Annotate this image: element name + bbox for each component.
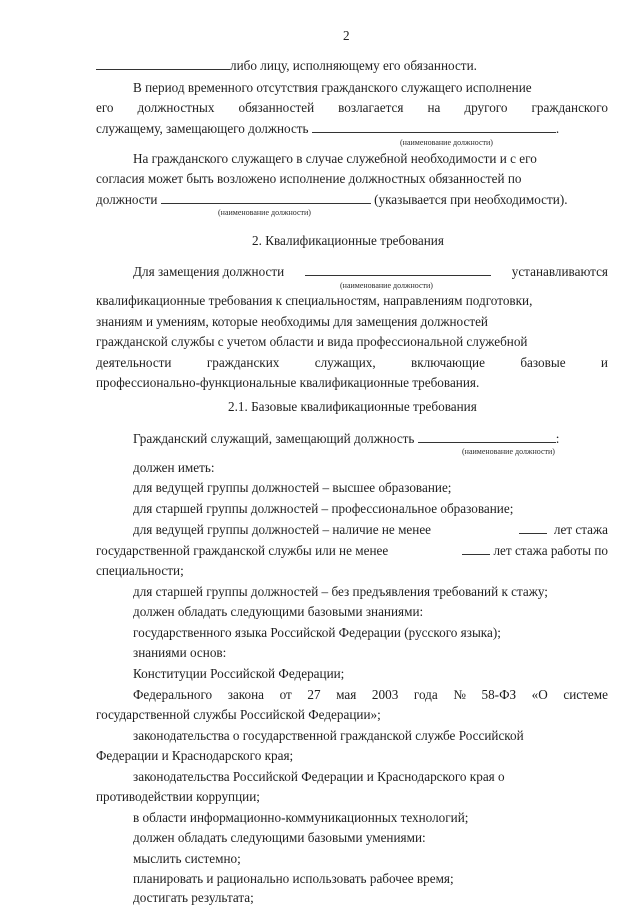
word: гражданского	[531, 100, 608, 115]
blank-line	[96, 58, 230, 70]
field-caption: (наименование должности)	[400, 138, 493, 147]
word: «О	[531, 687, 548, 702]
list-line: должен обладать следующими базовыми умениями:	[133, 830, 426, 845]
position-blank	[418, 431, 556, 443]
paragraph-line: профессионально-функциональные квалификационные требования.	[96, 375, 480, 390]
word: 2003	[371, 687, 399, 702]
word: №	[453, 687, 466, 702]
word: гражданских	[206, 355, 280, 370]
word: базовые	[520, 355, 566, 370]
word: деятельности	[96, 355, 172, 370]
section-heading: 2. Квалификационные требования	[252, 233, 444, 248]
list-line: специальности;	[96, 563, 184, 578]
list-line	[133, 687, 608, 703]
paragraph-line: На гражданского служащего в случае служебной необходимости и с его	[133, 151, 537, 166]
word: закона	[227, 687, 265, 702]
paragraph-line: Для замещения должности устанавливаются	[133, 264, 608, 279]
list-line: для ведущей группы должностей – наличие не менее лет стажа	[133, 522, 608, 537]
word: обязанностей	[238, 100, 315, 115]
word: другого	[464, 100, 508, 115]
word: возлагается	[338, 100, 404, 115]
word: на	[427, 100, 441, 115]
position-blank	[305, 264, 491, 276]
list-line: мыслить системно;	[133, 851, 241, 866]
list-line: государственной службы Российской Федерации»;	[96, 707, 381, 722]
subsection-heading: 2.1. Базовые квалификационные требования	[228, 399, 477, 414]
years-blank	[462, 543, 490, 555]
field-caption: (наименование должности)	[218, 208, 311, 217]
list-line: государственного языка Российской Федерации (русского языка);	[133, 625, 501, 640]
paragraph-line: квалификационные требования к специальностям, направлениям подготовки,	[96, 293, 533, 308]
word: 58-ФЗ	[481, 687, 517, 702]
list-line: Конституции Российской Федерации;	[133, 666, 345, 681]
word: служащих,	[314, 355, 376, 370]
text: служащему, замещающего должность	[96, 121, 309, 136]
list-line: законодательства о государственной гражданской службе Российской	[133, 728, 524, 743]
paragraph-line: согласия может быть возложено исполнение должностных обязанностей по	[96, 171, 522, 186]
word: и	[600, 355, 608, 370]
list-line: для старшей группы должностей – профессиональное образование;	[133, 501, 514, 516]
paragraph-line: служащему, замещающего должность .	[96, 121, 560, 136]
list-line: государственной гражданской службы или не менее лет стажа работы по	[96, 543, 608, 558]
text: либо лицу, исполняющему его обязанности.	[230, 58, 477, 73]
years-blank	[519, 522, 547, 534]
paragraph-line	[96, 100, 608, 116]
paragraph-line: должности (указывается при необходимости).	[96, 192, 568, 207]
paragraph-line	[96, 58, 477, 74]
list-line: законодательства Российской Федерации и Краснодарского края о	[133, 769, 505, 784]
word: должностных	[137, 100, 215, 115]
page-number: 2	[343, 28, 350, 43]
list-line: противодействии коррупции;	[96, 789, 260, 804]
field-caption: (наименование должности)	[340, 281, 433, 290]
word: Федерального	[133, 687, 213, 702]
list-line: достигать результата;	[133, 890, 254, 905]
list-line: планировать и рационально использовать рабочее время;	[133, 871, 454, 886]
paragraph-line: В период временного отсутствия гражданского служащего исполнение	[133, 80, 532, 95]
list-line: для старшей группы должностей – без предъявления требований к стажу;	[133, 584, 548, 599]
position-blank	[312, 121, 556, 133]
paragraph-line: Гражданский служащий, замещающий должность :	[133, 431, 560, 446]
word: 27	[307, 687, 321, 702]
paragraph-line: знаниям и умениям, которые необходимы для замещения должностей	[96, 314, 488, 329]
word: года	[413, 687, 438, 702]
word: системе	[563, 687, 608, 702]
list-line: должен иметь:	[133, 460, 215, 475]
word: включающие	[411, 355, 485, 370]
field-caption: (наименование должности)	[462, 447, 555, 456]
position-blank	[161, 192, 371, 204]
word: от	[279, 687, 292, 702]
list-line: в области информационно-коммуникационных технологий;	[133, 810, 469, 825]
paragraph-line: гражданской службы с учетом области и вида профессиональной служебной	[96, 334, 528, 349]
list-line: знаниями основ:	[133, 645, 227, 660]
word: мая	[336, 687, 357, 702]
list-line: должен обладать следующими базовыми знаниями:	[133, 604, 424, 619]
paragraph-line	[96, 355, 608, 371]
list-line: Федерации и Краснодарского края;	[96, 748, 294, 763]
word: его	[96, 100, 114, 115]
list-line: для ведущей группы должностей – высшее образование;	[133, 480, 452, 495]
